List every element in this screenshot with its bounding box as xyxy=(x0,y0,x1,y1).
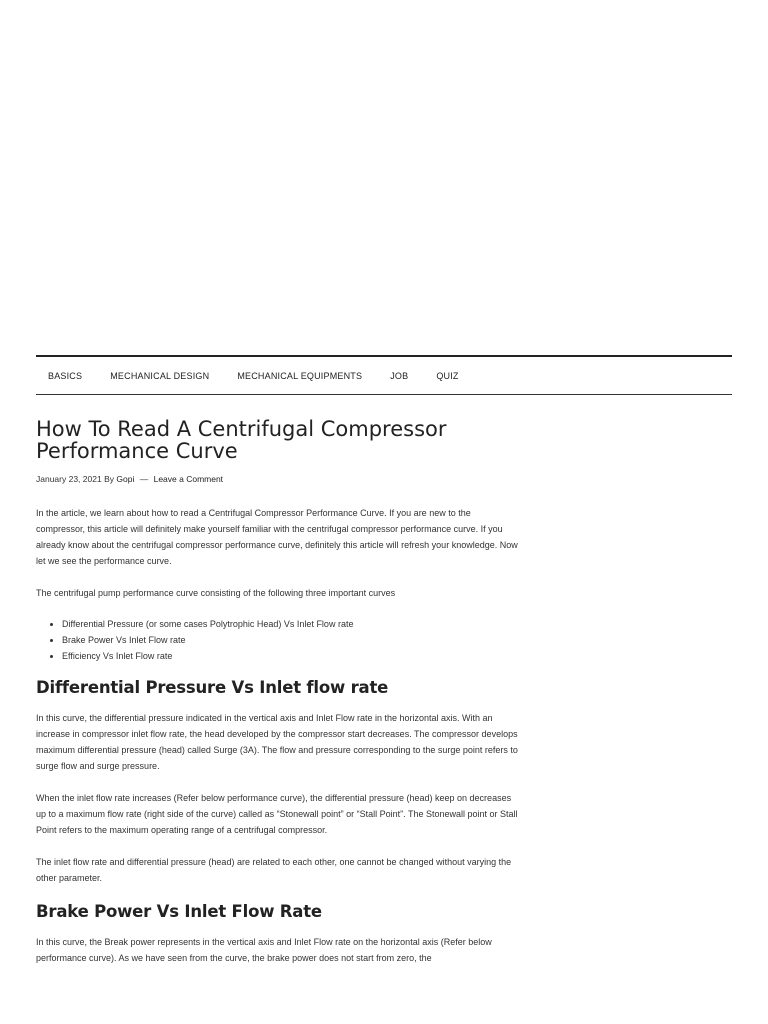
post-date: January 23, 2021 xyxy=(36,474,102,484)
by-label: By xyxy=(104,474,114,484)
nav-item-quiz[interactable]: QUIZ xyxy=(436,370,459,381)
list-item: • Brake Power Vs Inlet Flow rate xyxy=(62,632,522,648)
section-paragraph: The inlet flow rate and differential pressure (head) are related to each other, one cannot be changed without varying the other parameter. xyxy=(36,857,512,883)
article-title: How To Read A Centrifugal Compressor Performance Curve xyxy=(36,417,447,463)
article-meta xyxy=(36,474,522,484)
author-link[interactable]: Gopi xyxy=(116,474,135,484)
section-paragraph: When the inlet flow rate increases (Refer below performance curve), the differential pressure (head) keep on decreases up to a maximum flow rate (right side of the curve) called as “Stonewall point” or “Stall Point”. The Stonewall point or Stall Point refers to the maximum operating range of a centrifugal compressor. xyxy=(36,793,518,835)
section-paragraph: In this curve, the Break power represents in the vertical axis and Inlet Flow rate on the horizontal axis (Refer below performance curve). As we have seen from the curve, the brake power does not start from zero, the xyxy=(36,937,492,963)
meta-separator: — xyxy=(139,474,149,484)
section-paragraph: In this curve, the differential pressure indicated in the vertical axis and Inlet Flow rate in the horizontal axis. With an increase in compressor inlet flow rate, the head developed by the compressor start decreases. The compressor develops maximum differential pressure (head) called Surge (3A). The flow and pressure corresponding to the surge point refers to surge flow and surge pressure. xyxy=(36,713,518,771)
curves-list xyxy=(36,616,522,664)
main-navigation xyxy=(36,355,732,395)
curves-intro-paragraph: The centrifugal pump performance curve consisting of the following three important curves xyxy=(36,588,396,598)
nav-item-basics[interactable]: BASICS xyxy=(48,370,83,381)
list-item: • Efficiency Vs Inlet Flow rate xyxy=(62,648,522,664)
nav-item-mechanical-equipments[interactable]: MECHANICAL EQUIPMENTS xyxy=(237,370,363,381)
nav-item-job[interactable]: JOB xyxy=(390,370,409,381)
list-item: • Differential Pressure (or some cases Polytrophic Head) Vs Inlet Flow rate xyxy=(62,616,522,632)
leave-comment-link[interactable]: Leave a Comment xyxy=(153,474,224,484)
intro-paragraph: In the article, we learn about how to read a Centrifugal Compressor Performance Curve. If you are new to the compressor, this article will definitely make yourself familiar with the centrifugal compressor performance curve. If you already know about the centrifugal compressor performance curve, definitely this article will refresh your knowledge. Now let we see the performance curve. xyxy=(36,508,518,566)
article xyxy=(36,418,522,982)
section-heading-differential-pressure: Differential Pressure Vs Inlet flow rate xyxy=(36,678,389,697)
ad-space xyxy=(0,0,768,355)
nav-item-mechanical-design[interactable]: MECHANICAL DESIGN xyxy=(110,370,210,381)
section-heading-brake-power: Brake Power Vs Inlet Flow Rate xyxy=(36,902,322,921)
